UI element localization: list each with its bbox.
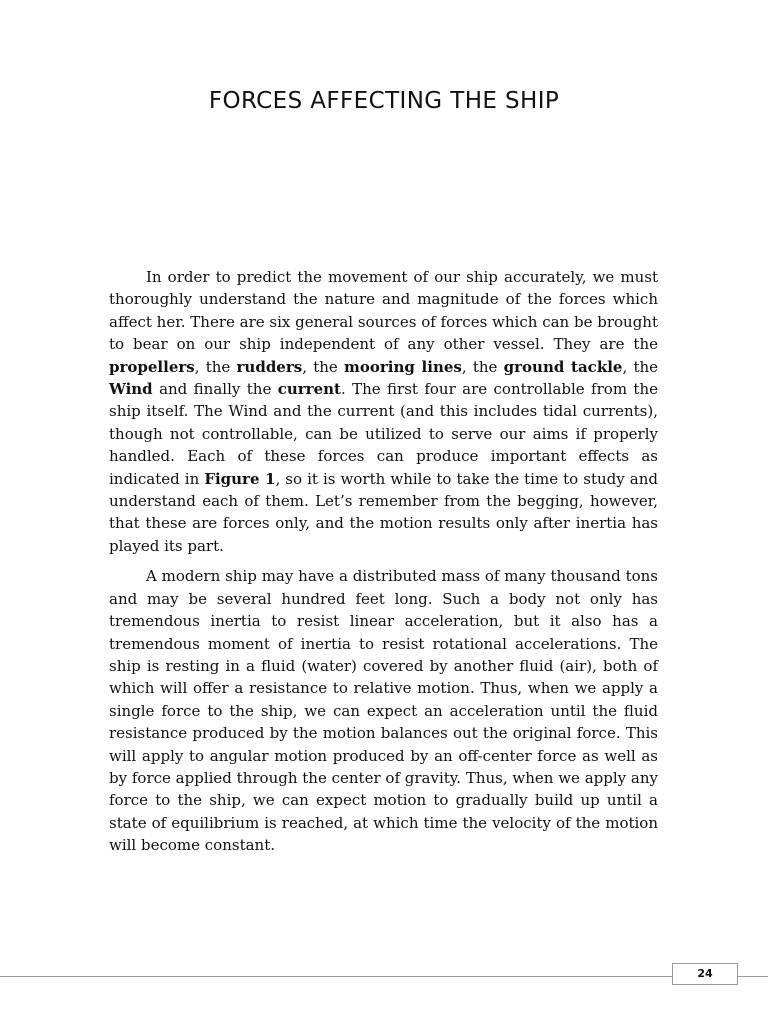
paragraph-1 bbox=[109, 266, 658, 557]
bold-term-wind: Wind bbox=[109, 380, 153, 399]
text-run: , the bbox=[302, 357, 344, 376]
text-run: In order to predict the movement of our ship accurately, we must thoroughly understand the nature and magnitude of the forces which affect her. There are six general sources of forces which can be brought to bear on our ship independent of any other vessel. They are the bbox=[109, 268, 658, 354]
page-title: FORCES AFFECTING THE SHIP bbox=[208, 88, 560, 114]
text-run: and finally the bbox=[152, 380, 278, 399]
bold-term-current: current bbox=[277, 380, 341, 399]
text-run: , so it is worth while to take the time to study and understand each of them. Let’s remember from the begging, however, that these are forces only, and the motion results only after inertia has played its part. bbox=[109, 469, 659, 555]
bold-term-propellers: propellers bbox=[109, 357, 195, 376]
text-run: , the bbox=[622, 357, 659, 376]
footer-divider bbox=[0, 976, 768, 977]
paragraph-2 bbox=[109, 565, 658, 856]
text-run: A modern ship may have a distributed mass of many thousand tons and may be several hundred feet long. Such a body not only has tremendous inertia to resist linear acceleration, but it also has a tremendous moment of inertia to resist rotational accelerations. The ship is resting in a fluid (water) covered by another fluid (air), both of which will offer a resistance to relative motion. Thus, when we apply a single force to the ship, we can expect an acceleration until the fluid resistance produced by the motion balances out the original force. This will apply to angular motion produced by an off-center force as well as by force applied through the center of gravity. Thus, when we apply any force to the ship, we can expect motion to gradually build up until a state of equilibrium is reached, at which time the velocity of the motion will become constant. bbox=[109, 567, 658, 855]
body-text bbox=[109, 266, 658, 865]
bold-term-mooring-lines: mooring lines bbox=[344, 357, 462, 376]
bold-term-rudders: rudders bbox=[236, 357, 303, 376]
page-number: 24 bbox=[672, 963, 738, 985]
text-run: , the bbox=[194, 357, 237, 376]
figure-reference: Figure 1 bbox=[204, 469, 276, 488]
text-run: . The first four are controllable from the ship itself. The Wind and the current (and this includes tidal currents), though not controllable, can be utilized to serve our aims if properly handled. Each of these forces can produce important effects as indicated in bbox=[109, 380, 658, 488]
bold-term-ground-tackle: ground tackle bbox=[503, 357, 623, 376]
text-run: , the bbox=[461, 357, 504, 376]
